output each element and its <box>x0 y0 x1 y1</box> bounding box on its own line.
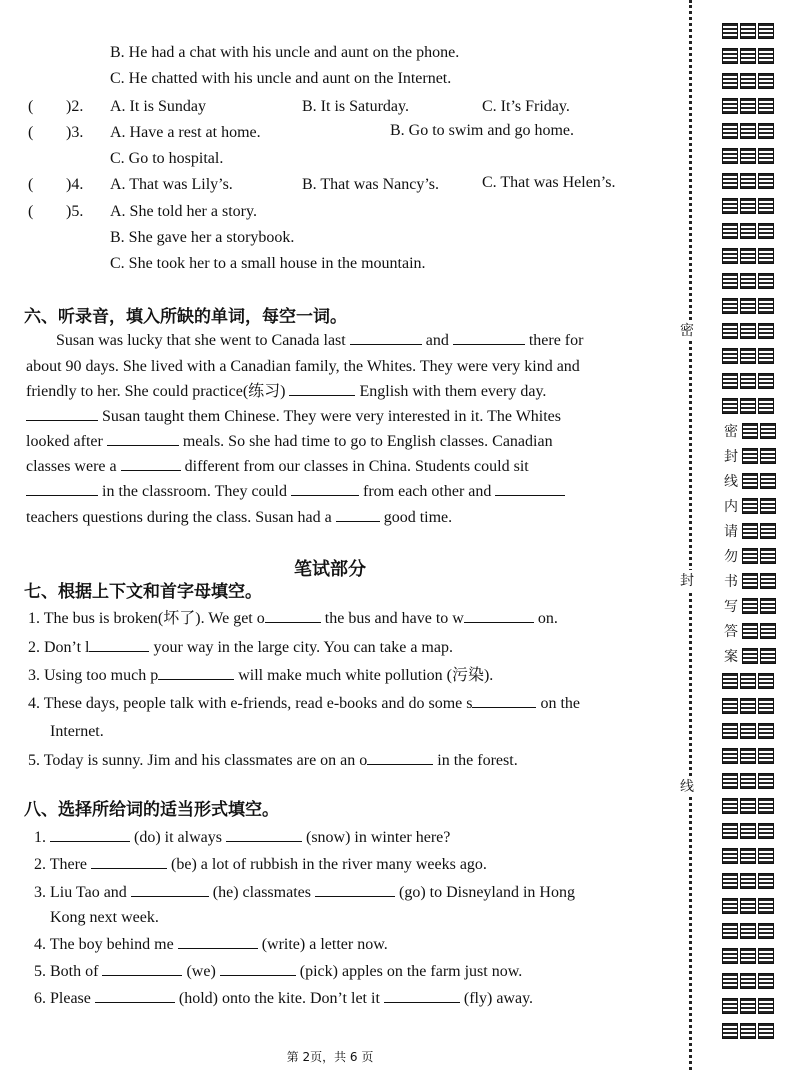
seal-row <box>722 993 778 1018</box>
seal-block <box>758 773 774 789</box>
blank[interactable] <box>453 330 525 345</box>
seal-block <box>740 398 756 414</box>
binding-mark-feng: 封 <box>680 570 694 590</box>
binding-mark-mi: 密 <box>680 320 694 340</box>
seal-row <box>722 768 778 793</box>
seal-block <box>740 123 756 139</box>
seal-row <box>722 718 778 743</box>
seal-row <box>722 1018 778 1043</box>
seal-block <box>740 773 756 789</box>
seal-row <box>722 293 778 318</box>
blank[interactable] <box>131 882 209 897</box>
seal-row <box>722 843 778 868</box>
seal-block <box>740 723 756 739</box>
q3-number: )3. <box>66 124 84 141</box>
seal-block <box>760 448 776 464</box>
seal-block <box>740 148 756 164</box>
s8-question-1: 1. (do) it always (snow) in winter here? <box>34 829 451 846</box>
blank[interactable] <box>495 481 565 496</box>
q2-option-b: B. It is Saturday. <box>302 98 409 115</box>
seal-row <box>722 643 778 668</box>
answer-paren-open: ( <box>28 98 34 115</box>
s7-question-5: 5. Today is sunny. Jim and his classmates are on an o in the forest. <box>28 752 518 769</box>
seal-block <box>758 198 774 214</box>
seal-block <box>722 248 738 264</box>
seal-block <box>740 673 756 689</box>
blank[interactable] <box>178 934 258 949</box>
seal-block <box>722 698 738 714</box>
seal-block <box>722 173 738 189</box>
seal-block <box>740 1023 756 1039</box>
seal-block <box>740 73 756 89</box>
seal-block <box>740 973 756 989</box>
blank[interactable] <box>367 750 433 765</box>
seal-block <box>740 798 756 814</box>
seal-block <box>722 923 738 939</box>
seal-row <box>722 368 778 393</box>
passage-line-7: in the classroom. They could from each other and <box>26 481 565 503</box>
blank[interactable] <box>121 456 181 471</box>
blank[interactable] <box>89 637 149 652</box>
seal-row <box>722 518 778 543</box>
seal-warning-char: 线 <box>724 473 738 490</box>
seal-row <box>722 743 778 768</box>
seal-warning-char: 勿 <box>724 548 738 565</box>
seal-row <box>722 193 778 218</box>
seal-row <box>722 168 778 193</box>
seal-row <box>722 968 778 993</box>
seal-block <box>758 823 774 839</box>
seal-block <box>760 423 776 439</box>
blank[interactable] <box>291 481 359 496</box>
seal-block <box>722 98 738 114</box>
seal-block <box>742 598 758 614</box>
seal-row <box>722 943 778 968</box>
seal-block <box>722 773 738 789</box>
seal-warning-char: 案 <box>724 648 738 665</box>
seal-block <box>722 798 738 814</box>
seal-block <box>722 373 738 389</box>
seal-block <box>740 248 756 264</box>
seal-row <box>722 318 778 343</box>
seal-block <box>740 48 756 64</box>
blank[interactable] <box>107 431 179 446</box>
seal-block <box>722 23 738 39</box>
seal-row <box>722 43 778 68</box>
seal-block <box>742 448 758 464</box>
s7-question-4: 4. These days, people talk with e-friends, read e-books and do some s on the <box>28 695 581 712</box>
seal-block <box>760 573 776 589</box>
blank[interactable] <box>226 827 302 842</box>
blank[interactable] <box>315 882 395 897</box>
seal-block <box>742 623 758 639</box>
seal-row <box>722 218 778 243</box>
seal-block <box>740 323 756 339</box>
seal-block <box>740 23 756 39</box>
binding-mark-xian: 线 <box>680 776 694 796</box>
q2-number: )2. <box>66 98 84 115</box>
seal-block <box>758 23 774 39</box>
seal-warning-char: 答 <box>724 623 738 640</box>
seal-row <box>722 418 778 443</box>
seal-block <box>722 73 738 89</box>
s7-question-4-cont: Internet. <box>50 723 104 740</box>
passage-line-3: friendly to her. She could practice(练习) English with them every day. <box>26 383 547 400</box>
seal-block <box>760 598 776 614</box>
q5-number: )5. <box>66 203 84 220</box>
blank[interactable] <box>50 827 130 842</box>
seal-row <box>722 693 778 718</box>
seal-block <box>758 123 774 139</box>
seal-block <box>722 148 738 164</box>
section-8-title: 八、选择所给词的适当形式填空。 <box>24 800 279 820</box>
q4-option-b: B. That was Nancy’s. <box>302 176 440 193</box>
seal-row <box>722 393 778 418</box>
s8-question-5: 5. Both of (we) (pick) apples on the farm just now. <box>34 963 523 980</box>
q2-option-a: A. It is Sunday <box>110 98 206 115</box>
q4-option-c: C. That was Helen’s. <box>482 174 616 191</box>
seal-row <box>722 93 778 118</box>
seal-block <box>740 898 756 914</box>
seal-block <box>758 798 774 814</box>
binding-dotted-line <box>689 0 692 1070</box>
seal-row <box>722 243 778 268</box>
seal-block <box>740 173 756 189</box>
q4-option-a: A. That was Lily’s. <box>110 176 233 193</box>
seal-block <box>758 48 774 64</box>
blank[interactable] <box>464 608 534 623</box>
q3-option-b: B. Go to swim and go home. <box>390 122 574 139</box>
seal-block <box>742 498 758 514</box>
seal-block <box>722 748 738 764</box>
seal-block <box>760 648 776 664</box>
written-part-title: 笔试部分 <box>294 559 366 580</box>
seal-row <box>722 468 778 493</box>
blank[interactable] <box>289 381 355 396</box>
seal-block <box>740 823 756 839</box>
blank[interactable] <box>472 693 536 708</box>
seal-warning-char: 密 <box>724 423 738 440</box>
seal-block <box>740 698 756 714</box>
seal-block <box>722 673 738 689</box>
seal-block <box>722 273 738 289</box>
seal-block <box>758 148 774 164</box>
seal-row <box>722 868 778 893</box>
blank[interactable] <box>158 665 234 680</box>
section-6-title: 六、听录音，填入所缺的单词，每空一词。 <box>24 307 347 327</box>
seal-block <box>758 973 774 989</box>
seal-block <box>722 123 738 139</box>
seal-block <box>722 998 738 1014</box>
seal-block <box>758 948 774 964</box>
seal-block <box>740 298 756 314</box>
seal-block <box>758 398 774 414</box>
seal-row <box>722 918 778 943</box>
page-footer: 第 2页，共 6 页 <box>286 1050 374 1064</box>
seal-row <box>722 893 778 918</box>
seal-row <box>722 668 778 693</box>
q5-option-c: C. She took her to a small house in the mountain. <box>110 255 426 272</box>
seal-block <box>758 1023 774 1039</box>
seal-block <box>740 198 756 214</box>
blank[interactable] <box>102 961 182 976</box>
seal-block <box>722 823 738 839</box>
seal-block <box>722 948 738 964</box>
seal-block <box>758 248 774 264</box>
answer-paren-open: ( <box>28 176 34 193</box>
seal-block <box>722 223 738 239</box>
seal-warning-char: 请 <box>724 523 738 540</box>
seal-block <box>758 348 774 364</box>
passage-line-6: classes were a different from our classes in China. Students could sit <box>26 458 529 475</box>
blank[interactable] <box>265 608 321 623</box>
blank[interactable] <box>26 481 98 496</box>
seal-block <box>742 523 758 539</box>
s8-question-3: 3. Liu Tao and (he) classmates (go) to Disneyland in Hong <box>34 884 575 901</box>
seal-block <box>758 723 774 739</box>
q2-option-c: C. It’s Friday. <box>482 98 570 115</box>
seal-block <box>758 373 774 389</box>
passage-line-2: about 90 days. She lived with a Canadian family, the Whites. They were very kind and <box>26 358 580 375</box>
seal-row <box>722 18 778 43</box>
seal-row <box>722 443 778 468</box>
seal-block <box>740 373 756 389</box>
s8-question-6: 6. Please (hold) onto the kite. Don’t let it (fly) away. <box>34 990 534 1007</box>
seal-warning-char: 封 <box>724 448 738 465</box>
seal-block <box>758 98 774 114</box>
seal-block <box>740 923 756 939</box>
seal-block <box>758 298 774 314</box>
seal-block <box>742 548 758 564</box>
seal-block <box>740 848 756 864</box>
q3-option-c: C. Go to hospital. <box>110 150 224 167</box>
seal-row <box>722 818 778 843</box>
blank[interactable] <box>336 507 380 522</box>
seal-block <box>740 223 756 239</box>
seal-block <box>740 998 756 1014</box>
q3-option-a: A. Have a rest at home. <box>110 124 261 141</box>
seal-block <box>722 973 738 989</box>
seal-block <box>722 298 738 314</box>
seal-row <box>722 618 778 643</box>
seal-block <box>740 948 756 964</box>
seal-block <box>758 898 774 914</box>
seal-row <box>722 68 778 93</box>
seal-block <box>758 848 774 864</box>
blank[interactable] <box>26 406 98 421</box>
seal-block <box>760 473 776 489</box>
seal-row <box>722 793 778 818</box>
blank[interactable] <box>220 961 296 976</box>
passage-line-5: looked after meals. So she had time to go to English classes. Canadian <box>26 433 553 450</box>
seal-block <box>742 473 758 489</box>
seal-block <box>740 348 756 364</box>
seal-block <box>742 423 758 439</box>
section-7-title: 七、根据上下文和首字母填空。 <box>24 582 262 602</box>
seal-block <box>760 498 776 514</box>
seal-block <box>758 698 774 714</box>
seal-block <box>722 48 738 64</box>
seal-block <box>760 623 776 639</box>
seal-block <box>758 223 774 239</box>
seal-block <box>758 173 774 189</box>
s7-question-2: 2. Don’t l your way in the large city. You can take a map. <box>28 639 453 656</box>
passage-line-1: Susan was lucky that she went to Canada last and there for <box>56 332 584 349</box>
seal-block <box>722 348 738 364</box>
seal-warning-column <box>722 18 778 1043</box>
seal-block <box>742 573 758 589</box>
seal-row <box>722 118 778 143</box>
seal-row <box>722 143 778 168</box>
seal-block <box>740 273 756 289</box>
seal-block <box>722 898 738 914</box>
seal-row <box>722 593 778 618</box>
seal-block <box>722 723 738 739</box>
seal-block <box>722 323 738 339</box>
q1-option-b: B. He had a chat with his uncle and aunt on the phone. <box>110 44 460 61</box>
answer-paren-open: ( <box>28 203 34 220</box>
blank[interactable] <box>350 330 422 345</box>
q4-number: )4. <box>66 176 84 193</box>
seal-block <box>758 748 774 764</box>
seal-warning-char: 内 <box>724 498 738 515</box>
seal-row <box>722 568 778 593</box>
q1-option-c: C. He chatted with his uncle and aunt on the Internet. <box>110 70 452 87</box>
seal-block <box>758 923 774 939</box>
seal-block <box>722 1023 738 1039</box>
seal-block <box>722 198 738 214</box>
seal-block <box>722 398 738 414</box>
blank[interactable] <box>91 854 167 869</box>
seal-warning-char: 书 <box>724 573 738 590</box>
seal-block <box>722 873 738 889</box>
s7-question-1: 1. The bus is broken(坏了). We get o the bus and have to w on. <box>28 610 558 627</box>
seal-warning-char: 写 <box>724 598 738 615</box>
seal-row <box>722 343 778 368</box>
q5-option-b: B. She gave her a storybook. <box>110 229 295 246</box>
s8-question-2: 2. There (be) a lot of rubbish in the river many weeks ago. <box>34 856 487 873</box>
answer-paren-open: ( <box>28 124 34 141</box>
seal-block <box>760 523 776 539</box>
seal-row <box>722 268 778 293</box>
seal-block <box>758 673 774 689</box>
q5-option-a: A. She told her a story. <box>110 203 257 220</box>
s8-question-3-cont: Kong next week. <box>50 909 159 926</box>
seal-block <box>758 73 774 89</box>
seal-block <box>742 648 758 664</box>
seal-block <box>760 548 776 564</box>
seal-block <box>740 748 756 764</box>
passage-line-8: teachers questions during the class. Susan had a good time. <box>26 509 453 526</box>
seal-block <box>758 998 774 1014</box>
seal-block <box>758 273 774 289</box>
s7-question-3: 3. Using too much p will make much white pollution (污染). <box>28 667 494 684</box>
seal-block <box>740 873 756 889</box>
blank[interactable] <box>95 988 175 1003</box>
s8-question-4: 4. The boy behind me (write) a letter now. <box>34 936 388 953</box>
passage-line-4: Susan taught them Chinese. They were very interested in it. The Whites <box>26 406 561 428</box>
seal-block <box>758 873 774 889</box>
seal-block <box>722 848 738 864</box>
seal-block <box>758 323 774 339</box>
blank[interactable] <box>384 988 460 1003</box>
seal-block <box>740 98 756 114</box>
seal-row <box>722 543 778 568</box>
seal-row <box>722 493 778 518</box>
